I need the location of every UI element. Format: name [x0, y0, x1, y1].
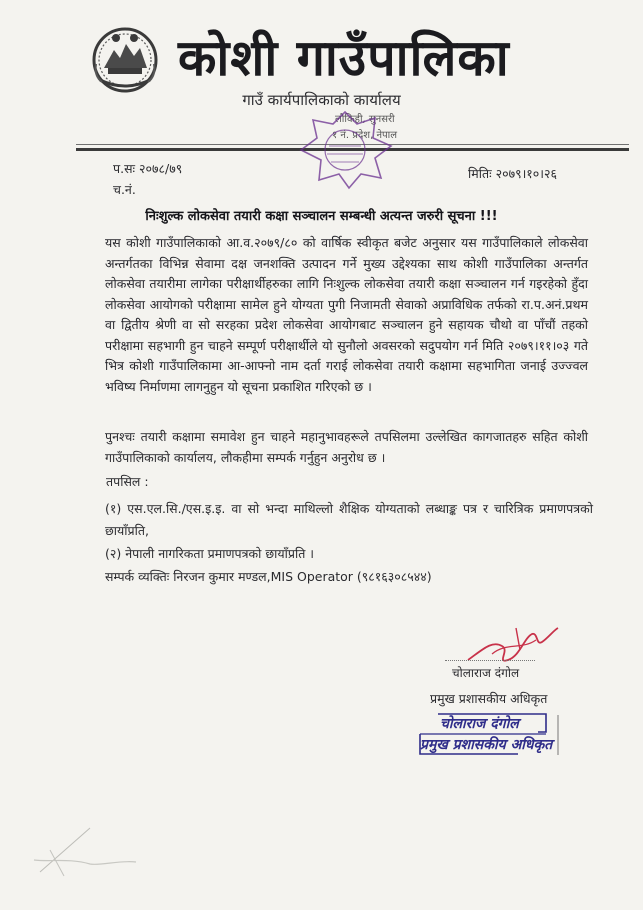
- paper-smudge: [30, 820, 140, 880]
- stamp-name: चोलाराज दंगोल: [440, 716, 519, 732]
- reference-number: प.सः २०७८/७९: [113, 161, 183, 176]
- document-item-1: (१) एस.एल.सि./एस.इ.इ. वा सो भन्दा माथिल्लो शैक्षिक योग्यताको लब्धाङ्क पत्र र चारित्रिक प्रमाणपत्रको छायाँप्रति,: [105, 501, 593, 538]
- office-name: कोशी गाउँपालिका: [178, 29, 510, 87]
- notice-paragraph-2: पुनश्चः तयारी कक्षामा समावेश हुन चाहने महानुभावहरूले तपसिलमा उल्लेखित कागजातहरु सहित कोशी गाउँपालिकाको कार्यालय, लौकहीमा सम्पर्क गर्नुहुन अनुरोध छ ।: [105, 429, 588, 465]
- officer-name-stamp: [418, 712, 553, 756]
- signatory-title: प्रमुख प्रशासकीय अधिकृत: [430, 691, 548, 706]
- stamp-title: प्रमुख प्रशासकीय अधिकृत: [420, 737, 553, 753]
- nepal-emblem-icon: [90, 24, 160, 94]
- address-line-2: १ नं. प्रदेश, नेपाल: [332, 130, 398, 141]
- signatory-name: चोलाराज दंगोल: [452, 666, 520, 680]
- office-subtitle: गाउँ कार्यपालिकाको कार्यालय: [242, 91, 401, 109]
- signature-dotted-line: [445, 660, 535, 661]
- margin-mark: [555, 715, 561, 755]
- notice-paragraph-1: यस कोशी गाउँपालिकाको आ.व.२०७९/८० को वार्षिक स्वीकृत बजेट अनुसार यस गाउँपालिकाले लोकसेवा अन्तर्गतका विभिन्न सेवामा दक्ष जनशक्ति उत्पादन गर्ने मुख्य उद्देश्यका साथ कोशी गाउँपालिका अन्तर्गत लोकसेवा तयारीमा लागेका परीक्षार्थीहरुका लागि निःशुल्क लोकसेवा तयारी कक्षा सञ्चालन गर्न गइरहेको हुँदा लोकसेवा आयोगको परीक्षामा सामेल हुने योग्यता पुगी निजामती सेवाको अप्राविधिक तर्फको रा.प.अनं.प्रथम वा द्वितीय श्रेणी वा सो सरहका प्रदेश लोकसेवा आयोगबाट सञ्चालन हुने सहायक चौथो वा पाँचौं तहको परीक्षामा सहभागी हुन चाहने सम्पूर्ण परीक्षार्थीले यो सुनौलो अवसरको सदुपयोग गर्न मिति २०७९।११।०३ गते भित्र कोशी गाउँपालिकामा आ-आफ्नो नाम दर्ता गराई लोकसेवा तयारी कक्षामा सहभागिता जनाई उज्ज्वल भविष्य निर्माणमा लागनुहुन यो सूचना प्रकाशित गरिएको छ ।: [105, 235, 588, 394]
- office-seal-stamp: [295, 108, 398, 190]
- dispatch-number: च.नं.: [113, 182, 136, 197]
- tapsil-label: तपसिल :: [106, 474, 149, 489]
- address-line-1: लौकिही, सुनसरी: [335, 114, 395, 125]
- document-item-2: (२) नेपाली नागरिकता प्रमाणपत्रको छायाँप्रति ।: [105, 546, 315, 561]
- contact-person: सम्पर्क व्यक्तिः निरजन कुमार मण्डल,MIS Operator (९८१६३०८५४४): [105, 569, 432, 584]
- notice-title: निःशुल्क लोकसेवा तयारी कक्षा सञ्चालन सम्बन्धी अत्यन्त जरुरी सूचना !!!: [145, 209, 498, 224]
- notice-date: मितिः २०७९।१०।२६: [468, 166, 558, 181]
